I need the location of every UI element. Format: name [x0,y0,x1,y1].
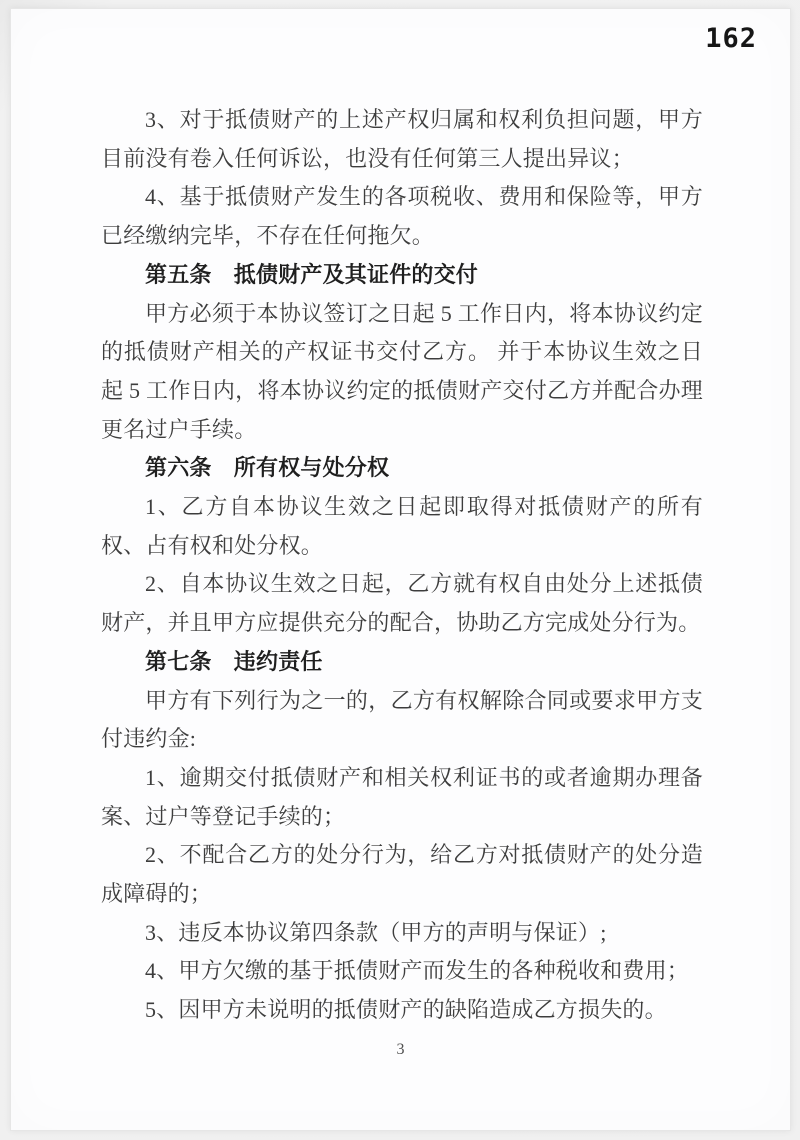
section-heading: 第五条 抵债财产及其证件的交付 [145,261,479,287]
section-heading: 第七条 违约责任 [145,648,323,674]
contract-paragraph: 1、乙方自本协议生效之日起即取得对抵债财产的所有权、占有权和处分权。 [101,494,703,558]
contract-paragraph: 4、基于抵债财产发生的各项税收、费用和保险等，甲方已经缴纳完毕，不存在任何拖欠。 [101,184,703,249]
section-heading: 第六条 所有权与处分权 [145,455,390,481]
footer-page-number: 3 [396,1041,405,1058]
stamped-page-number: 162 [705,23,757,54]
contract-paragraph: 4、甲方欠缴的基于抵债财产而发生的各种税收和费用； [145,958,690,984]
contract-paragraph: 2、不配合乙方的处分行为，给乙方对抵债财产的处分造成障碍的； [101,842,703,907]
document-paragraphs [101,101,703,1030]
contract-paragraph: 3、违反本协议第四条款（甲方的声明与保证）; [145,919,607,945]
scanned-page [10,8,791,1131]
contract-paragraph: 甲方有下列行为之一的，乙方有权解除合同或要求甲方支付违约金: [101,687,703,752]
contract-paragraph: 甲方必须于本协议签订之日起 5 工作日内，将本协议约定的抵债财产相关的产权证书交付乙方。 并于本协议生效之日起 5 工作日内，将本协议约定的抵债财产交付乙方并配合办理更名过户手续。 [101,300,703,442]
contract-paragraph: 5、因甲方未说明的抵债财产的缺陷造成乙方损失的。 [145,997,667,1023]
contract-paragraph: 3、对于抵债财产的上述产权归属和权利负担问题，甲方目前没有卷入任何诉讼，也没有任何第三人提出异议； [101,107,703,171]
contract-paragraph: 2、自本协议生效之日起，乙方就有权自由处分上述抵债财产，并且甲方应提供充分的配合，协助乙方完成处分行为。 [101,571,703,636]
contract-paragraph: 1、逾期交付抵债财产和相关权利证书的或者逾期办理备案、过户等登记手续的； [101,764,703,829]
